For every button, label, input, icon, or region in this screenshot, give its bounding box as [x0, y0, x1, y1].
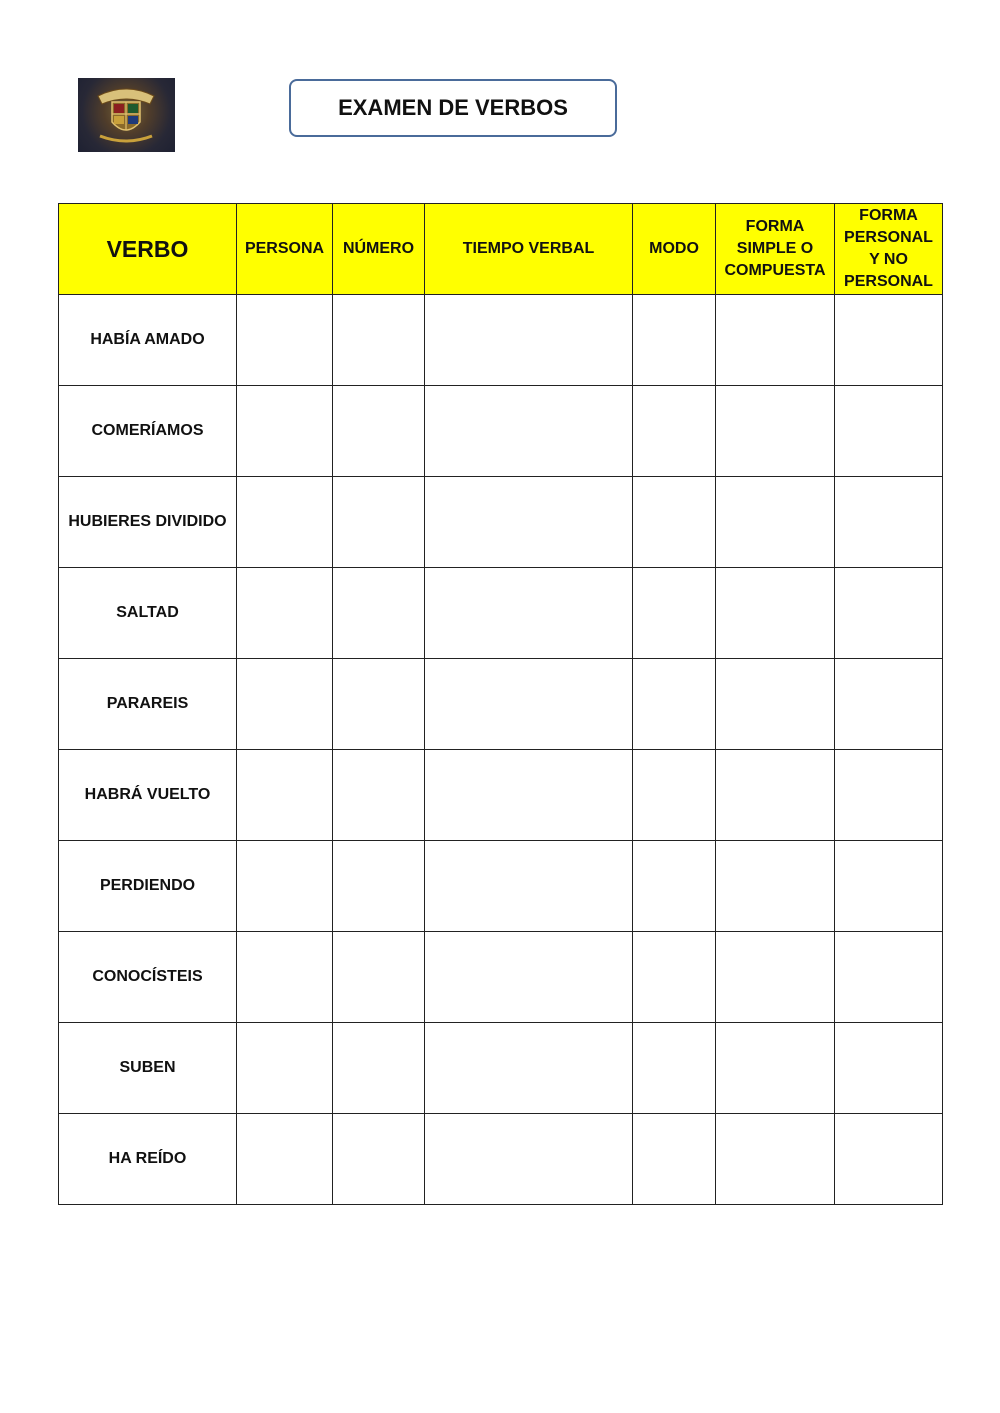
answer-cell[interactable]: [237, 568, 333, 659]
answer-cell[interactable]: [425, 477, 633, 568]
answer-cell[interactable]: [333, 841, 425, 932]
answer-cell[interactable]: [716, 750, 835, 841]
table-row: [59, 568, 943, 659]
table-row: [59, 1114, 943, 1205]
answer-cell[interactable]: [237, 295, 333, 386]
answer-cell[interactable]: [716, 386, 835, 477]
header-forma-simple-compuesta: FORMA SIMPLE O COMPUESTA: [716, 204, 835, 295]
answer-cell[interactable]: [425, 568, 633, 659]
answer-cell[interactable]: [835, 295, 943, 386]
table-row: [59, 477, 943, 568]
table-row: [59, 295, 943, 386]
table-header-row: [59, 204, 943, 295]
answer-cell[interactable]: [835, 477, 943, 568]
header-numero: NÚMERO: [333, 204, 425, 295]
answer-cell[interactable]: [237, 1114, 333, 1205]
table-row: [59, 386, 943, 477]
answer-cell[interactable]: [425, 750, 633, 841]
header-verbo: VERBO: [59, 204, 237, 295]
answer-cell[interactable]: [716, 841, 835, 932]
answer-cell[interactable]: [835, 932, 943, 1023]
header-persona: PERSONA: [237, 204, 333, 295]
header-forma-personal: FORMA PERSONAL Y NO PERSONAL: [835, 204, 943, 295]
answer-cell[interactable]: [835, 568, 943, 659]
verb-cell: COMERÍAMOS: [59, 386, 237, 477]
verb-cell: HA REÍDO: [59, 1114, 237, 1205]
answer-cell[interactable]: [633, 932, 716, 1023]
hogwarts-crest-icon: [78, 78, 175, 152]
answer-cell[interactable]: [333, 659, 425, 750]
answer-cell[interactable]: [633, 750, 716, 841]
answer-cell[interactable]: [633, 841, 716, 932]
table-row: [59, 750, 943, 841]
answer-cell[interactable]: [425, 1023, 633, 1114]
answer-cell[interactable]: [237, 659, 333, 750]
answer-cell[interactable]: [425, 841, 633, 932]
table-row: [59, 841, 943, 932]
answer-cell[interactable]: [633, 659, 716, 750]
answer-cell[interactable]: [333, 1114, 425, 1205]
answer-cell[interactable]: [633, 568, 716, 659]
answer-cell[interactable]: [716, 1114, 835, 1205]
answer-cell[interactable]: [716, 477, 835, 568]
answer-cell[interactable]: [835, 1114, 943, 1205]
table-row: [59, 932, 943, 1023]
answer-cell[interactable]: [237, 477, 333, 568]
answer-cell[interactable]: [716, 1023, 835, 1114]
answer-cell[interactable]: [333, 386, 425, 477]
answer-cell[interactable]: [237, 932, 333, 1023]
answer-cell[interactable]: [633, 1114, 716, 1205]
answer-cell[interactable]: [333, 568, 425, 659]
verb-cell: PERDIENDO: [59, 841, 237, 932]
answer-cell[interactable]: [716, 568, 835, 659]
verb-cell: HUBIERES DIVIDIDO: [59, 477, 237, 568]
verb-cell: CONOCÍSTEIS: [59, 932, 237, 1023]
answer-cell[interactable]: [633, 1023, 716, 1114]
answer-cell[interactable]: [835, 750, 943, 841]
header-modo: MODO: [633, 204, 716, 295]
answer-cell[interactable]: [237, 750, 333, 841]
answer-cell[interactable]: [333, 295, 425, 386]
answer-cell[interactable]: [425, 932, 633, 1023]
page-title: EXAMEN DE VERBOS: [289, 79, 617, 137]
answer-cell[interactable]: [237, 1023, 333, 1114]
answer-cell[interactable]: [237, 386, 333, 477]
table-row: [59, 1023, 943, 1114]
verb-cell: HABÍA AMADO: [59, 295, 237, 386]
table-row: [59, 659, 943, 750]
answer-cell[interactable]: [425, 1114, 633, 1205]
answer-cell[interactable]: [633, 386, 716, 477]
answer-cell[interactable]: [425, 295, 633, 386]
answer-cell[interactable]: [835, 386, 943, 477]
answer-cell[interactable]: [716, 932, 835, 1023]
verb-cell: HABRÁ VUELTO: [59, 750, 237, 841]
verb-cell: PARAREIS: [59, 659, 237, 750]
answer-cell[interactable]: [716, 659, 835, 750]
answer-cell[interactable]: [835, 1023, 943, 1114]
verb-cell: SUBEN: [59, 1023, 237, 1114]
answer-cell[interactable]: [333, 1023, 425, 1114]
verbs-table: [58, 203, 943, 1205]
header-tiempo-verbal: TIEMPO VERBAL: [425, 204, 633, 295]
answer-cell[interactable]: [333, 932, 425, 1023]
answer-cell[interactable]: [633, 477, 716, 568]
answer-cell[interactable]: [425, 659, 633, 750]
answer-cell[interactable]: [333, 477, 425, 568]
answer-cell[interactable]: [716, 295, 835, 386]
verb-cell: SALTAD: [59, 568, 237, 659]
answer-cell[interactable]: [835, 841, 943, 932]
answer-cell[interactable]: [633, 295, 716, 386]
answer-cell[interactable]: [835, 659, 943, 750]
answer-cell[interactable]: [237, 841, 333, 932]
answer-cell[interactable]: [333, 750, 425, 841]
answer-cell[interactable]: [425, 386, 633, 477]
